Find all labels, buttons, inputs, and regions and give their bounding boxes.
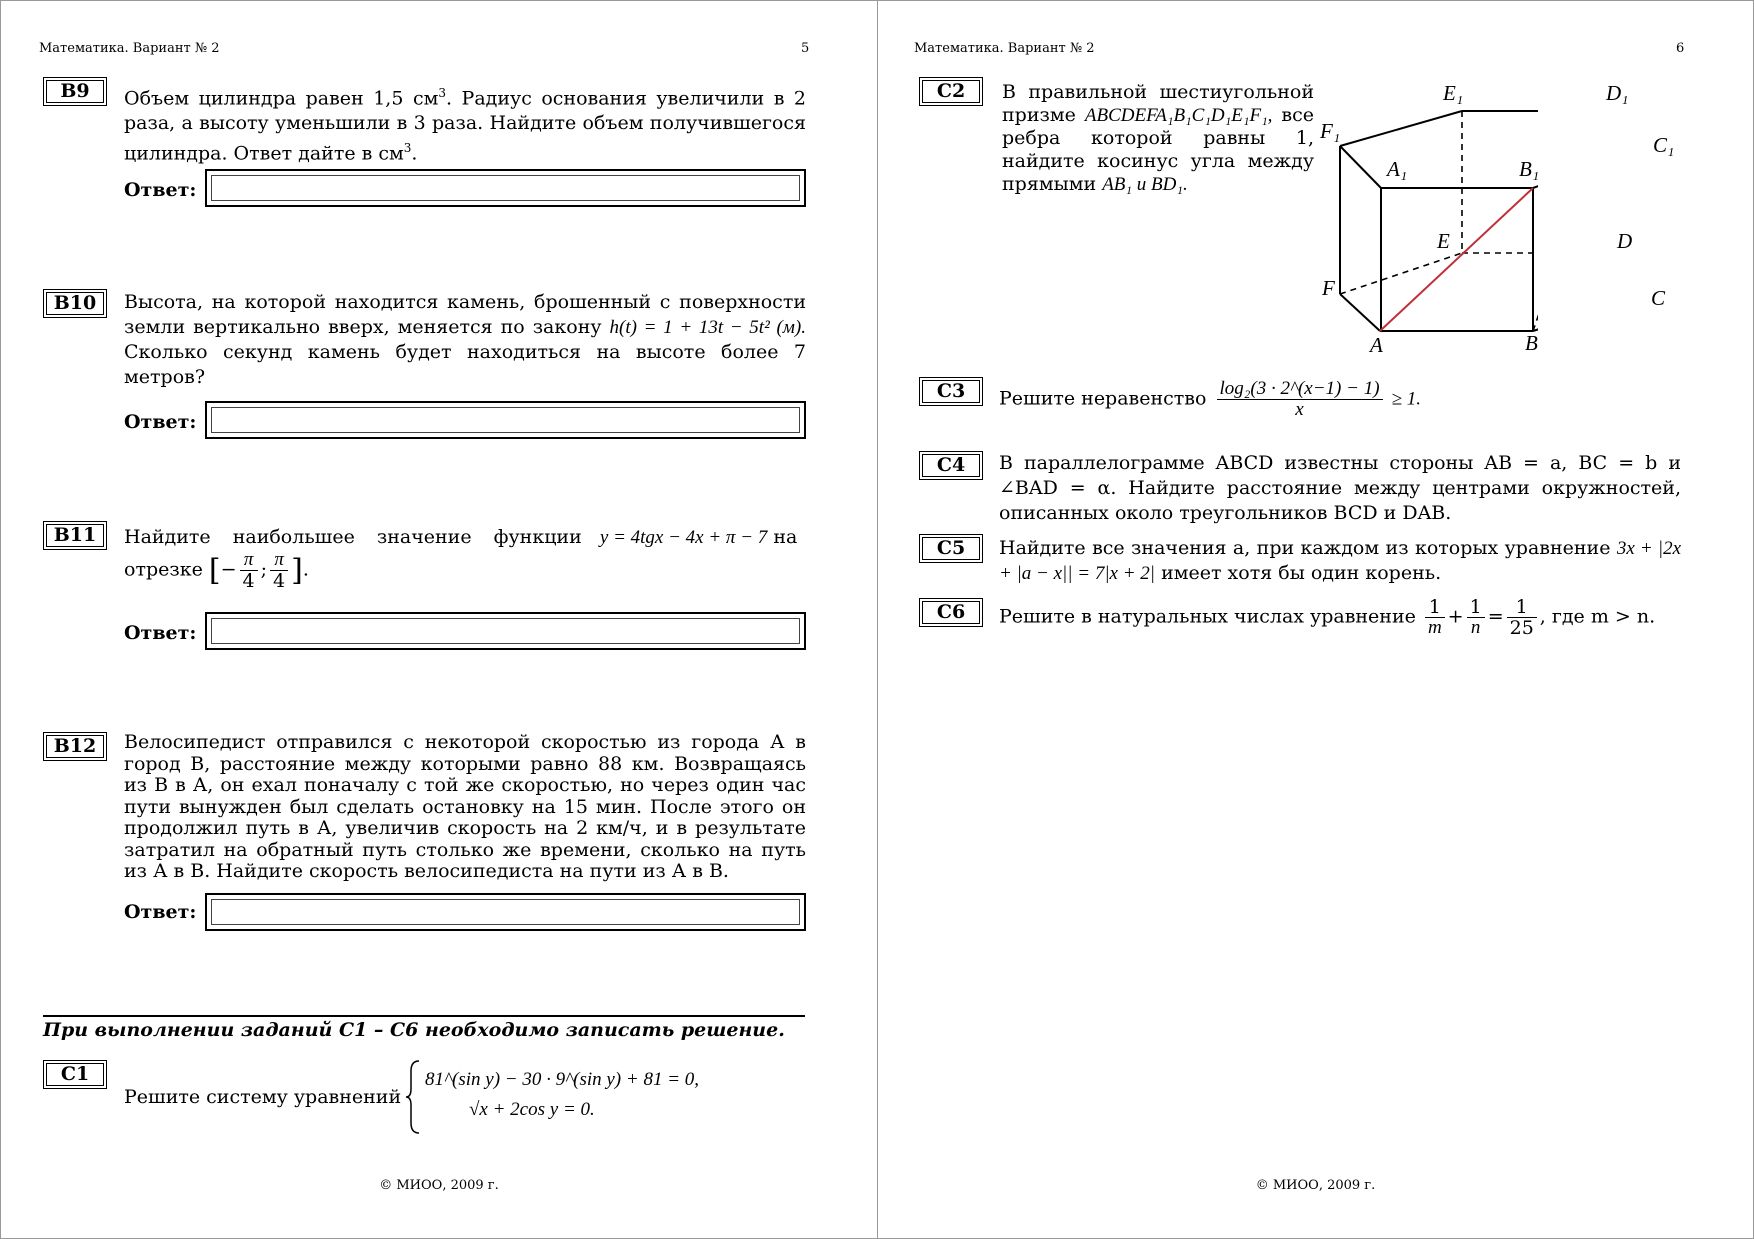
b11-formula: y = 4tgx − 4x + π − 7 xyxy=(599,527,768,548)
hexagonal-prism-figure xyxy=(1308,75,1538,357)
right-page xyxy=(877,0,1754,1239)
vertex-label-a: A xyxy=(1370,333,1383,357)
page-footer: © МИОО, 2009 г. xyxy=(379,1178,499,1193)
task-label-c4: C4 xyxy=(919,451,983,480)
task-c4-text: В параллелограмме ABCD известны стороны AB = a, BC = b и ∠BAD = α. Найдите расстояние между центрами окружностей, описанных около треугольников BCD и DAB. xyxy=(999,452,1681,524)
page-number: 6 xyxy=(1676,41,1685,56)
vertex-label-f: F xyxy=(1322,276,1335,300)
c1-equation-system xyxy=(405,1059,700,1139)
task-c2-text: В правильной шестиугольной призме ABCDEFA₁B₁C₁D₁E₁F₁, все ребра которой равны 1, найдите косинус угла между прямыми AB₁ и BD₁. xyxy=(1002,81,1314,195)
page-header: Математика. Вариант № 2 xyxy=(914,41,1095,56)
task-c5-text: Найдите все значения a, при каждом из которых уравнение 3x + |2x + |a − x|| = 7|x + 2| имеет хотя бы один корень. xyxy=(999,537,1682,584)
answer-label: Ответ: xyxy=(124,411,197,433)
task-label-c1: C1 xyxy=(43,1060,107,1089)
answer-box-b11[interactable] xyxy=(205,612,806,650)
b11-frac-right: $\frac{\pi}{4}$ xyxy=(270,550,288,591)
answer-label: Ответ: xyxy=(124,179,197,201)
vertex-label-c: C xyxy=(1651,286,1666,310)
vertex-label-e: E xyxy=(1437,229,1450,253)
task-label-b9: B9 xyxy=(43,77,107,106)
c1-eq2: √x + 2cos y = 0. xyxy=(469,1099,595,1120)
answer-label: Ответ: xyxy=(124,901,197,923)
task-label-c3: C3 xyxy=(919,377,983,406)
task-label-b11: B11 xyxy=(43,521,107,550)
brace-icon xyxy=(405,1059,421,1135)
c3-fraction: $\frac{\text{log₂(3 · 2\textasciicircum{}(x−1) − 1)}}{x}$ xyxy=(1217,379,1383,420)
answer-box-b9[interactable] xyxy=(205,169,806,207)
page-header: Математика. Вариант № 2 xyxy=(39,41,220,56)
task-label-b12: B12 xyxy=(43,732,107,761)
b11-frac-left: $\frac{\pi}{4}$ xyxy=(240,550,258,591)
task-b12-text: Велосипедист отправился с некоторой скоростью из города А в город В, расстояние между которыми равно 88 км. Возвращаясь из В в А, он ехал поначалу с той же скоростью, но через один час пути вынужден был сделать остановку на 15 мин. После этого он продолжил путь в А, увеличив скорость на 2 км/ч, и в результате затратил на обратный путь столько же времени, сколько на путь из А в В. Найдите скорость велосипедиста на пути из А в В. xyxy=(124,731,806,882)
vertex-label-d: D xyxy=(1617,229,1633,253)
page-number: 5 xyxy=(801,41,810,56)
task-label-c5: C5 xyxy=(919,534,983,563)
task-b11-text: Найдите наибольшее значение функции y = 4tgx − 4x + π − 7 на отрезке [− $\frac{\pi}{4}$ ; $\frac{\pi}{4}$ ]. xyxy=(124,526,798,592)
page-footer: © МИОО, 2009 г. xyxy=(1255,1178,1376,1193)
task-c6-text: Решите в натуральных числах уравнение $\frac{1}{m}$ + $\frac{1}{n}$ = $\frac{1}{25}$ , где m > n. xyxy=(999,596,1656,639)
answer-label: Ответ: xyxy=(124,622,197,644)
task-b9-text: Объем цилиндра равен 1,5 $см^3$. Радиус основания увеличили в 2 раза, а высоту уменьшили в 3 раза. Найдите объем получившегося цилиндра. Ответ дайте в $см^3$. xyxy=(124,86,806,165)
task-label-c2: C2 xyxy=(919,77,983,106)
answer-box-b12[interactable] xyxy=(205,893,806,931)
vertex-label-a1: A₁ xyxy=(1387,157,1408,181)
task-c3-text: Решите неравенство $\frac{\text{log₂(3 · 2\textasciicircum{}(x−1) − 1)}}{x}$ ≥ 1. xyxy=(999,378,1422,420)
vertex-label-f1: F₁ xyxy=(1320,119,1341,143)
vertex-label-b1: B₁ xyxy=(1519,157,1540,181)
answer-box-b10[interactable] xyxy=(205,401,806,439)
b10-formula: h(t) = 1 + 13t − 5t² (м). xyxy=(609,317,806,338)
vertex-label-b: B xyxy=(1525,331,1538,355)
task-label-b10: B10 xyxy=(43,289,107,318)
vertex-label-c1: C₁ xyxy=(1653,133,1675,157)
c1-eq1: 81^(sin y) − 30 · 9^(sin y) + 81 = 0, xyxy=(425,1069,700,1090)
vertex-label-e1: E₁ xyxy=(1443,81,1464,105)
task-label-c6: C6 xyxy=(919,598,983,627)
vertex-label-d1: D₁ xyxy=(1606,81,1629,105)
task-b10-text: Высота, на которой находится камень, брошенный с поверхности земли вертикально вверх, меняется по закону h(t) = 1 + 13t − 5t² (м). Сколько секунд камень будет находиться на высоте более 7 метров? xyxy=(124,291,806,388)
c-section-title: При выполнении заданий С1 – С6 необходимо записать решение. xyxy=(43,1015,805,1041)
task-c1-text: Решите систему уравнений xyxy=(124,1086,402,1108)
